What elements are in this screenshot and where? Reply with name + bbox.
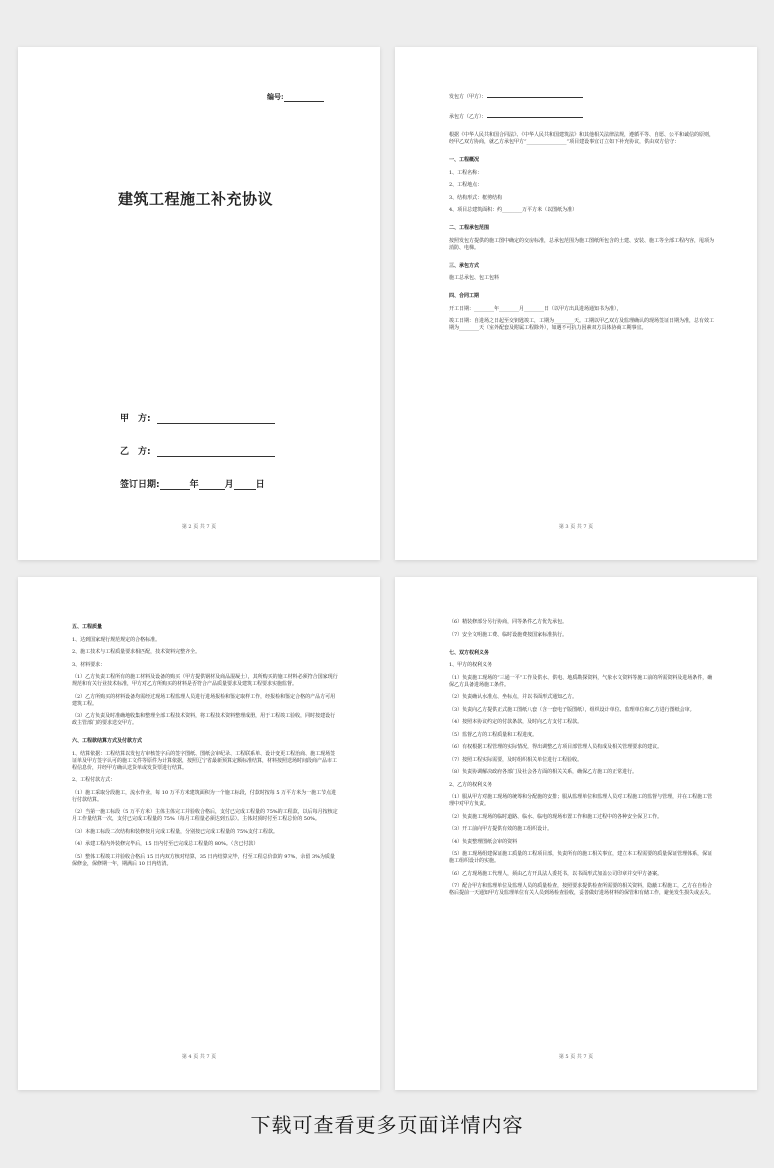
paragraph-text: （2）负责确认水准点、坐标点，并以书面形式通知乙方。 bbox=[449, 694, 578, 700]
paragraph bbox=[449, 619, 715, 626]
paragraph-text: 根据《中华人民共和国合同法》、《中华人民共和国建筑法》和其他相关法律法规，遵循平等、自愿、公平和诚信的原则，经甲乙双方协商，就乙方承包甲方“________________”项目建设事宜订立如下补充协议，供由双方信守： bbox=[449, 132, 715, 145]
paragraph-text: （8）负责协调解决政府各部门及社会各方面的相关关系，确保乙方施工的正常进行。 bbox=[449, 769, 638, 775]
paragraph-text: （1）乙方负责工程所有的施工材料及设备的购买（甲方提供钢材及商品混凝土），其所购买的施工材料必须符合国家现行规范和有关行业技术标准，甲方对乙方所购买的材料是否符合产品质量要求及建筑工程要求实施监督。 bbox=[72, 674, 338, 687]
document-page-2 bbox=[395, 47, 757, 560]
paragraph bbox=[449, 182, 715, 189]
paragraph bbox=[449, 318, 715, 332]
paragraph bbox=[449, 794, 715, 808]
paragraph bbox=[449, 707, 715, 714]
page-number: 第 5 页 共 7 页 bbox=[558, 1054, 594, 1060]
paragraph bbox=[72, 637, 338, 644]
section-heading bbox=[449, 293, 715, 300]
paragraph-text: 3、结构形式：框剪结构 bbox=[449, 194, 503, 201]
paragraph-text: （3）负责向乙方提供正式施工图纸八套（含一套电子版图纸），组织设计单位、监理单位和乙方进行图纸会审。 bbox=[449, 706, 695, 713]
paragraph-text: （2）乙方所购买的材料设备均需经过现场工程监理人员进行进场报检和鉴定取样工作，经报检和鉴定合格的产品方可用建筑工程。 bbox=[72, 693, 336, 707]
signing-date-label: 签订日期: bbox=[120, 480, 160, 490]
paragraph bbox=[449, 694, 715, 701]
paragraph-text: 1、结算依据：工程结算以发包方审核签字后的签字图纸、图纸会审纪录、工程联系单、设计变更工程治商、施工现场签证单及甲方签字认可的施工文件等原件为计算依据，按照辽宁省最新预算定额标准结算，材料按照送场时间段商产品市工程信息价，并经甲方确认送货单或发货票进行结算。 bbox=[72, 750, 338, 771]
day-label: 日 bbox=[255, 480, 265, 490]
download-caption: 下载可查看更多页面详情内容 bbox=[250, 1113, 524, 1137]
paragraph-text: （6）乙方现场施工代理人，须由乙方开具法人委托书，以书面形式加盖公司印章并交甲方备案。 bbox=[449, 870, 663, 877]
paragraph-text: （2）负责施工现场的临时道路、临水、临电的现场布置工作和施工过程中的各种安全保卫工作。 bbox=[449, 813, 663, 820]
paragraph-text: （2）当第一施工标段（5 万平方米）主体主体完工并验收合格后，支付已完成工程量的 75%的工程款，以后每月按核定月工作量结算一次，支付已完成工程量的 75%（每月工程量必须达到五层）。主体封顶时付至工程总价的 50%。 bbox=[72, 809, 338, 822]
year-label: 年 bbox=[189, 480, 199, 490]
paragraph bbox=[449, 757, 715, 764]
serial-number-field bbox=[267, 92, 324, 102]
paragraph-text: （3）乙方负责及时准确地收集和整理全部工程技术资料，将工程技术资料整理成册，用于工程竣工验收，同时按建设行政主管部门的要求送交甲方。 bbox=[72, 713, 336, 726]
paragraph-text: （7）安全文明施工费、临时设施费按国家标准执行。 bbox=[449, 631, 568, 638]
paragraph-text: （4）负责整理图纸会审的资料 bbox=[449, 838, 518, 845]
section-heading bbox=[72, 624, 338, 631]
fill-in-blank bbox=[487, 112, 583, 118]
paragraph-text: 承包方（乙方）： bbox=[449, 114, 487, 120]
paragraph-text: 2、工程付款方式： bbox=[72, 777, 116, 783]
document-page-cover bbox=[18, 47, 380, 560]
paragraph-text: （1）施工采取分段施工，流水作业，每 10 万平方米建筑面积为一个施工标段，付款时按每 5 万平方米为一施工节点进行付款结算。 bbox=[72, 789, 337, 803]
paragraph bbox=[72, 841, 338, 848]
paragraph bbox=[449, 883, 715, 897]
paragraph-text: 发包方（甲方）： bbox=[449, 94, 487, 100]
paragraph-text: 3、材料要求： bbox=[72, 661, 106, 668]
paragraph bbox=[449, 195, 715, 202]
paragraph-text: 2、乙方的权利义务 bbox=[449, 781, 493, 788]
page-number: 第 4 页 共 7 页 bbox=[181, 1054, 217, 1060]
paragraph-text: 1、工程名称： bbox=[449, 169, 483, 176]
paragraph-text: （3）本施工标段二次结构和装修按月完成工程量，分别按已完成工程量的 75%支付工程款。 bbox=[72, 828, 278, 835]
paragraph bbox=[72, 790, 338, 804]
page-body bbox=[72, 619, 338, 873]
page-number: 第 3 页 共 7 页 bbox=[558, 524, 594, 530]
paragraph-text: （1）负责施工现场的“三通一平”工作及供水、供电、地质勘探资料，气象水文资料等施工前的所需资料及进场条件，确保乙方具备进场施工条件。 bbox=[449, 674, 713, 688]
paragraph bbox=[449, 170, 715, 177]
page-body bbox=[449, 92, 715, 338]
paragraph bbox=[449, 112, 715, 121]
paragraph-text: 2、工程地点： bbox=[449, 182, 483, 188]
section-heading bbox=[449, 650, 715, 657]
paragraph-text: 一、工程概况 bbox=[449, 157, 480, 163]
paragraph-text: 按照发包方提供的施工图中确定的交房标准，总承包范围为施工图纸所包含的土建、安装、施工等全部工程内容，甩项为消防、电梯。 bbox=[449, 237, 715, 251]
party-b-label: 乙 方: bbox=[120, 447, 151, 457]
page-number: 第 2 页 共 7 页 bbox=[181, 524, 217, 530]
paragraph bbox=[72, 777, 338, 784]
paragraph bbox=[449, 839, 715, 846]
paragraph-text: 2、施工技术与工程质量要求相匹配，技术资料完整齐全。 bbox=[72, 649, 201, 655]
section-heading bbox=[449, 225, 715, 232]
month-label: 月 bbox=[224, 480, 234, 490]
paragraph bbox=[72, 854, 338, 868]
paragraph-text: （6）精装修部分另行协商，同等条件乙方优先承包。 bbox=[449, 619, 568, 625]
document-page-3 bbox=[18, 577, 380, 1090]
paragraph bbox=[449, 782, 715, 789]
party-b-blank bbox=[157, 447, 275, 457]
serial-blank bbox=[284, 94, 324, 102]
paragraph bbox=[72, 809, 338, 823]
paragraph bbox=[72, 751, 338, 772]
month-blank bbox=[199, 480, 225, 490]
section-heading bbox=[449, 157, 715, 164]
paragraph-text: 二、工程承包范围 bbox=[449, 225, 490, 231]
paragraph-text: 开工日期：________年________月________日（以甲方出具进场通知书为准）， bbox=[449, 305, 622, 312]
paragraph-text: （7）配合甲方和监理单位及监理人员的质量检查，按照要求提供检查所需要的相关资料，隐蔽工程施工，乙方在自检合格后提前一天通知甲方及监理单位有关人员到场检查验收，妥善做好进场材料的保管和有储工作，避免发生损失或丢失。 bbox=[449, 883, 715, 896]
paragraph-text: 竣工日期：自进场之日起至交钥匙竣工，工期为________天。工期以甲乙双方及监理确认的现场签证日期为准，总有效工期为________天（室外配套及附属工程除外），如遇不可抗力因素双方具体协商工期事宜。 bbox=[449, 318, 715, 331]
paragraph-text: 4、项目总建筑面积：约________万平方米（以图纸为准） bbox=[449, 207, 578, 213]
paragraph bbox=[449, 132, 715, 146]
paragraph bbox=[72, 662, 338, 669]
paragraph bbox=[449, 744, 715, 751]
paragraph-text: （7）按照工程实际需要，及时组织相关单位进行工程验收。 bbox=[449, 756, 583, 763]
paragraph-text: 四、合同工期 bbox=[449, 293, 480, 299]
paragraph-text: （5）整体工程竣工并验收合格后 15 日内双方核对结算，35 日内结算完毕，付至工程总价款的 97%，余留 3%为质量保修金，保修期一年，期满后 10 日内结清。 bbox=[72, 853, 335, 867]
section-heading bbox=[72, 738, 338, 745]
paragraph bbox=[449, 662, 715, 669]
paragraph-text: 六、工程款结算方式及付款方式 bbox=[72, 738, 143, 744]
paragraph-text: 1、甲方的权利义务 bbox=[449, 662, 493, 668]
paragraph bbox=[449, 851, 715, 865]
paragraph-text: 三、承包方式 bbox=[449, 262, 480, 269]
section-heading bbox=[449, 263, 715, 270]
paragraph bbox=[72, 829, 338, 836]
paragraph bbox=[449, 238, 715, 252]
paragraph-text: 施工总承包、包工包料 bbox=[449, 275, 500, 281]
paragraph-text: （3）开工前向甲方提供有效的施工组织设计。 bbox=[449, 826, 553, 832]
serial-label: 编号: bbox=[267, 92, 284, 101]
paragraph bbox=[72, 713, 338, 727]
paragraph-text: （4）承建工程内外装修完毕后，15 日内付至已完成总工程量的 80%。（含已付款） bbox=[72, 841, 259, 847]
paragraph-text: 五、工程质量 bbox=[72, 624, 103, 630]
paragraph-text: （5）施工现场组建保证施工质量的工程项目部，负责所有的施工相关事宜，建立本工程需要的质量保证管理体系，保证施工组织设计的实施。 bbox=[449, 851, 713, 864]
paragraph bbox=[449, 719, 715, 726]
fill-in-blank bbox=[487, 92, 583, 98]
paragraph-text: （4）按照本协议约定的付款条款，及时向乙方支付工程款。 bbox=[449, 719, 583, 725]
paragraph bbox=[449, 92, 715, 101]
paragraph bbox=[449, 306, 715, 313]
paragraph bbox=[449, 632, 715, 639]
paragraph bbox=[449, 732, 715, 739]
paragraph bbox=[449, 207, 715, 214]
paragraph bbox=[72, 674, 338, 688]
paragraph-text: 1、达到国家现行规范规定的合格标准。 bbox=[72, 636, 161, 643]
day-blank bbox=[234, 480, 256, 490]
party-a-label: 甲 方: bbox=[120, 414, 151, 424]
document-title: 建筑工程施工补充协议 bbox=[118, 190, 274, 208]
party-a-blank bbox=[157, 414, 275, 424]
party-a-row bbox=[120, 411, 275, 424]
page-body bbox=[449, 619, 715, 903]
paragraph-text: （6）有权根据工程管理的实际情况，得出调整乙方项目部管理人员构成及相关管理要求的建议。 bbox=[449, 744, 663, 750]
paragraph bbox=[449, 814, 715, 821]
paragraph bbox=[72, 694, 338, 708]
paragraph-text: （1）服从甲方对施工现场的统筹和分配施的安排；服从监理单位和监理人员对工程施工的监督与管理，并在工程施工管理中对甲方负责。 bbox=[449, 794, 713, 807]
paragraph bbox=[72, 649, 338, 656]
paragraph bbox=[449, 826, 715, 833]
paragraph bbox=[449, 675, 715, 689]
signing-date-row bbox=[120, 477, 265, 490]
paragraph bbox=[449, 275, 715, 282]
paragraph-text: 七、双方权利义务 bbox=[449, 649, 490, 656]
paragraph bbox=[449, 871, 715, 878]
document-page-4 bbox=[395, 577, 757, 1090]
party-b-row bbox=[120, 444, 275, 457]
paragraph bbox=[449, 769, 715, 776]
paragraph-text: （5）监督乙方的工程质量和工程进度。 bbox=[449, 731, 538, 738]
year-blank bbox=[160, 480, 190, 490]
